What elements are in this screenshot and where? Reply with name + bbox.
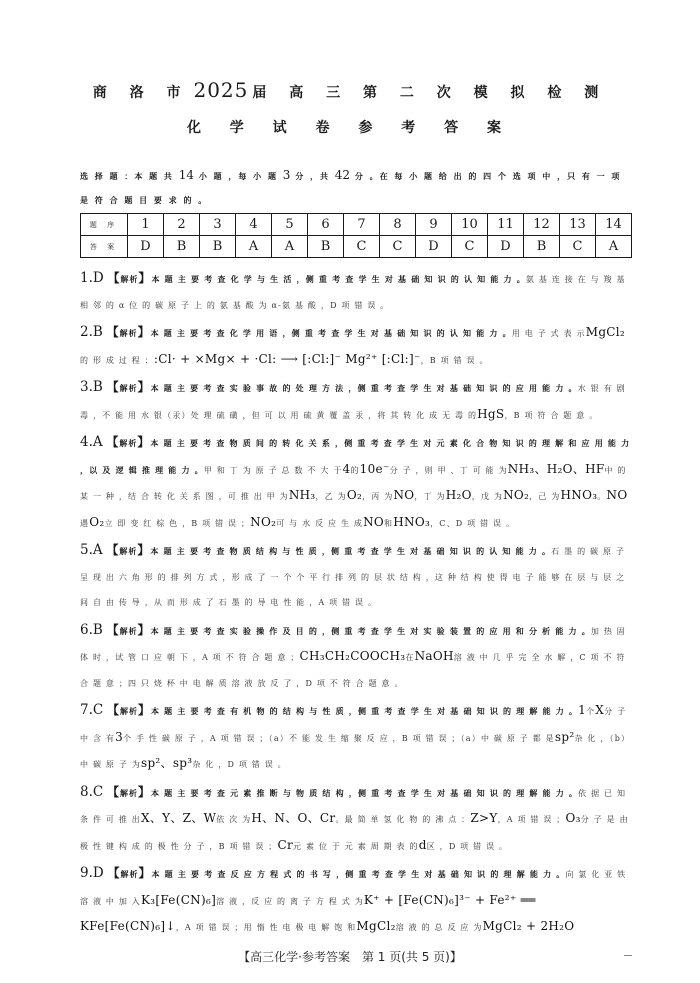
explanation-item-6 bbox=[80, 618, 632, 697]
answer-cell: A bbox=[272, 236, 308, 258]
item-direction: 本 题 主 要 考 查 化 学 用 语 ，侧 重 考 查 学 生 对 基 础 知 识 的 认 知 能 力 。 bbox=[150, 328, 512, 338]
analysis-tag: 【解析】 bbox=[106, 380, 151, 394]
answer-cell: B bbox=[164, 236, 200, 258]
item-explanation: 甲 和 丁 为 原 子 总 数 不 大 于4的10e⁻分 子 ，则 甲 、丁 可 能 为NH₃、H₂O、HF中 的 某 一 种 ，结 合 转 化 关 系 图 ，可 推 出 甲 为NH₃，乙 为O₂，丙 为NO，丁 为H₂O，戊 为NO₂，己 为HNO₃。NO遇O₂立 即 变 红 棕 色 ，B 项 错 误 ；NO₂可 与 水 反 应 生 成NO和HNO₃，C、D 项 错 误 。 bbox=[80, 461, 628, 529]
item-label: 2.B bbox=[80, 324, 103, 340]
item-label: 4.A bbox=[80, 434, 103, 450]
answer-cell: C bbox=[380, 236, 416, 258]
item-direction: 本 题 主 要 考 查 实 验 事 故 的 处 理 方 法 ，侧 重 考 查 学 生 对 基 础 知 识 的 应 用 能 力 。 bbox=[150, 383, 578, 393]
analysis-tag: 【解析】 bbox=[106, 543, 151, 557]
question-number: 14 bbox=[596, 214, 632, 236]
item-explanation: 依 据 已 知 条 件 可 推 出X、Y、Z、W依 次 为H、N、O、Cr。最 简 单 氢 化 物 的 沸 点 ：Z>Y，A 项 错 误 ；O₃分 子 是 由 极 性 键 构 成 的 极 性 分 子 ，B 项 错 误 ；Cr元 素 位 于 元 素 周 期 表 的d区 ，D 项 错 误 。 bbox=[80, 788, 629, 852]
intro-total: 42 bbox=[334, 168, 351, 182]
item-label: 3.B bbox=[80, 379, 103, 395]
item-direction: 本 题 主 要 考 查 反 应 方 程 式 的 书 写 ，侧 重 考 查 学 生 对 基 础 知 识 的 理 解 能 力 。 bbox=[151, 869, 566, 879]
answer-cell: B bbox=[308, 236, 344, 258]
item-direction: 本 题 主 要 考 查 实 验 操 作 及 目 的 ，侧 重 考 查 学 生 对 实 验 装 置 的 应 用 和 分 析 能 力 。 bbox=[150, 625, 591, 636]
explanation-item-4 bbox=[80, 430, 632, 536]
analysis-tag: 【解析】 bbox=[106, 325, 151, 339]
question-number: 3 bbox=[200, 214, 236, 236]
intro-text: 小 题 ，每 小 题 bbox=[198, 171, 278, 181]
item-label: 8.C bbox=[80, 783, 104, 800]
item-direction: 本 题 主 要 考 查 物 质 结 构 与 性 质 ，侧 重 考 查 学 生 对 基 础 知 识 的 认 知 能 力 。 bbox=[150, 546, 552, 556]
explanation-list bbox=[80, 266, 632, 943]
question-number: 8 bbox=[380, 214, 416, 236]
document-subtitle: 化 学 试 卷 参 考 答 案 bbox=[186, 120, 514, 136]
item-explanation: 加 热 固 体 时 ，试 管 口 应 朝 下 ，A 项 不 符 合 题 意 ；CH₃CH₂COOCH₃在NaOH溶 液 中 几 乎 完 全 水 解 ，C 项 不 符 合 题 意 ；四 只 烧 杯 中 电 解 质 溶 液 放 反 了 ，D 项 不 符 合 题 意 。 bbox=[80, 626, 627, 688]
explanation-item-7 bbox=[80, 698, 632, 778]
explanation-item-2 bbox=[80, 320, 632, 373]
item-direction: 本 题 主 要 考 查 有 机 物 的 结 构 与 性 质 ，侧 重 考 查 学 生 对 基 础 知 识 的 理 解 能 力 。 bbox=[151, 706, 579, 716]
question-number: 10 bbox=[452, 214, 488, 236]
intro-text: 分 ，共 bbox=[295, 171, 330, 181]
answer-cell: B bbox=[524, 236, 560, 258]
question-number: 4 bbox=[236, 214, 272, 236]
document-title bbox=[0, 78, 700, 102]
title-year: 2025 bbox=[193, 78, 249, 102]
explanation-item-5 bbox=[80, 538, 632, 616]
item-label: 6.B bbox=[80, 621, 103, 638]
question-number: 5 bbox=[272, 214, 308, 236]
question-number: 2 bbox=[164, 214, 200, 236]
row-label-number: 题 序 bbox=[81, 214, 128, 236]
question-number: 13 bbox=[560, 214, 596, 236]
explanation-item-3 bbox=[80, 375, 632, 428]
intro-count: 14 bbox=[178, 168, 195, 182]
electron-formula: :Cl· + ×Mg× + ·Cl: ⟶ [:Cl:]⁻ Mg²⁺ [:Cl:]⁻ bbox=[153, 351, 421, 366]
table-row-numbers bbox=[81, 214, 632, 236]
answer-table bbox=[80, 213, 632, 258]
question-number: 12 bbox=[524, 214, 560, 236]
answer-cell: C bbox=[452, 236, 488, 258]
answer-cell: C bbox=[560, 236, 596, 258]
item-label: 1.D bbox=[80, 270, 104, 286]
analysis-tag: 【解析】 bbox=[107, 866, 152, 880]
intro-text: 分 。在 每 小 题 给 出 的 四 个 选 项 中 ，只 有 一 项 是 符 合 题 目 要 求 的 。 bbox=[80, 171, 622, 205]
analysis-tag: 【解析】 bbox=[107, 271, 152, 285]
intro-score: 3 bbox=[282, 168, 291, 182]
title-exam: 届 高 三 第 二 次 模 拟 检 测 bbox=[252, 85, 608, 101]
explanation-item-1 bbox=[80, 266, 632, 318]
answer-cell: D bbox=[416, 236, 452, 258]
answer-cell: A bbox=[596, 236, 632, 258]
title-city: 商 洛 市 bbox=[92, 85, 190, 101]
answer-cell: B bbox=[200, 236, 236, 258]
answer-cell: A bbox=[236, 236, 272, 258]
explanation-item-8 bbox=[80, 780, 632, 860]
intro-text: 选 择 题 ：本 题 共 bbox=[80, 171, 174, 181]
row-label-answer: 答 案 bbox=[81, 236, 128, 258]
answer-cell: C bbox=[344, 236, 380, 258]
question-number: 11 bbox=[488, 214, 524, 236]
question-number: 9 bbox=[416, 214, 452, 236]
analysis-tag: 【解析】 bbox=[106, 703, 151, 717]
item-explanation: 向 氯 化 亚 铁 溶 液 中 加 入K₃[Fe(CN)₆]溶 液 ，反 应 的 离 子 方 程 式 为K⁺ + [Fe(CN)₆]³⁻ + Fe²⁺ ══ KFe[Fe(CN)₆]↓，A 项 错 误 ；用 惰 性 电 极 电 解 饱 和MgCl₂溶 液 的 总 反 应 为MgCl₂ + 2H₂O bbox=[80, 870, 627, 933]
item-explanation: 1个X分 子 中 含 有3个 手 性 碳 原 子 ，A 项 错 误 ；（a）不 能 发 生 缩 聚 反 应 ，B 项 错 误 ；（a）中 碳 原 子 都 是sp²杂 化 ，（b）中 碳 原 子 为sp²、sp³杂 化 ，D 项 错 误 。 bbox=[80, 703, 631, 770]
item-label: 5.A bbox=[80, 542, 103, 558]
item-direction: 本 题 主 要 考 查 化 学 与 生 活 ，侧 重 考 查 学 生 对 基 础 知 识 的 认 知 能 力 。 bbox=[151, 274, 526, 284]
item-explanation: 石 墨 的 碳 原 子 呈 现 出 六 角 形 的 排 列 方 式 ，形 成 了 一 个 个 平 行 排 列 的 层 状 结 构 ，这 种 结 构 使 得 电 子 能 够 在 层 与 层 之 间 自 由 传 导 ，从 而 形 成 了 石 墨 的 导 电 性 能 ，A 项 错 误 。 bbox=[80, 547, 626, 607]
table-row-answers bbox=[81, 236, 632, 258]
item-explanation: 用 电 子 式 表 示MgCl₂的 形 成 过 程 ：:Cl· + ×Mg× + ·Cl: ⟶ [:Cl:]⁻ Mg²⁺ [:Cl:]⁻，B 项 错 误 。 bbox=[80, 325, 626, 366]
corner-mark bbox=[624, 955, 632, 956]
question-number: 6 bbox=[308, 214, 344, 236]
question-number: 1 bbox=[128, 214, 164, 236]
item-direction: 本 题 主 要 考 查 元 素 推 断 与 物 质 结 构 ，侧 重 考 查 学 生 对 基 础 知 识 的 理 解 能 力 。 bbox=[151, 787, 579, 798]
answer-cell: D bbox=[488, 236, 524, 258]
item-label: 9.D bbox=[80, 865, 104, 881]
analysis-tag: 【解析】 bbox=[106, 435, 151, 449]
section-intro bbox=[80, 163, 632, 212]
item-label: 7.C bbox=[80, 702, 104, 718]
analysis-tag: 【解析】 bbox=[106, 784, 151, 799]
item-explanation: 氨 基 连 接 在 与 羧 基 相 邻 的 α 位 的 碳 原 子 上 的 氨 基 酸 为 α-氨 基 酸 ，D 项 错 误 。 bbox=[80, 275, 626, 310]
analysis-tag: 【解析】 bbox=[106, 622, 151, 637]
page-footer: 【高三化学·参考答案 第 1 页(共 5 页)】 bbox=[238, 950, 462, 964]
answer-cell: D bbox=[128, 236, 164, 258]
question-number: 7 bbox=[344, 214, 380, 236]
item-explanation: 水 银 有 剧 毒 ，不 能 用 水 银（汞）处 理 硫 磺 ，但 可 以 用 硫 黄 覆 盖 汞 ，将 其 转 化 成 无 毒 的HgS，B 项 符 合 题 意 。 bbox=[80, 384, 626, 421]
item-direction: 本 题 主 要 考 查 物 质 间 的 转 化 关 系 ，侧 重 考 查 学 生 对 元 素 化 合 物 知 识 的 理 解 和 应 用 能 力 ，以 及 逻 辑 推 理 能 力 。 bbox=[80, 438, 631, 475]
explanation-item-9 bbox=[80, 861, 632, 941]
